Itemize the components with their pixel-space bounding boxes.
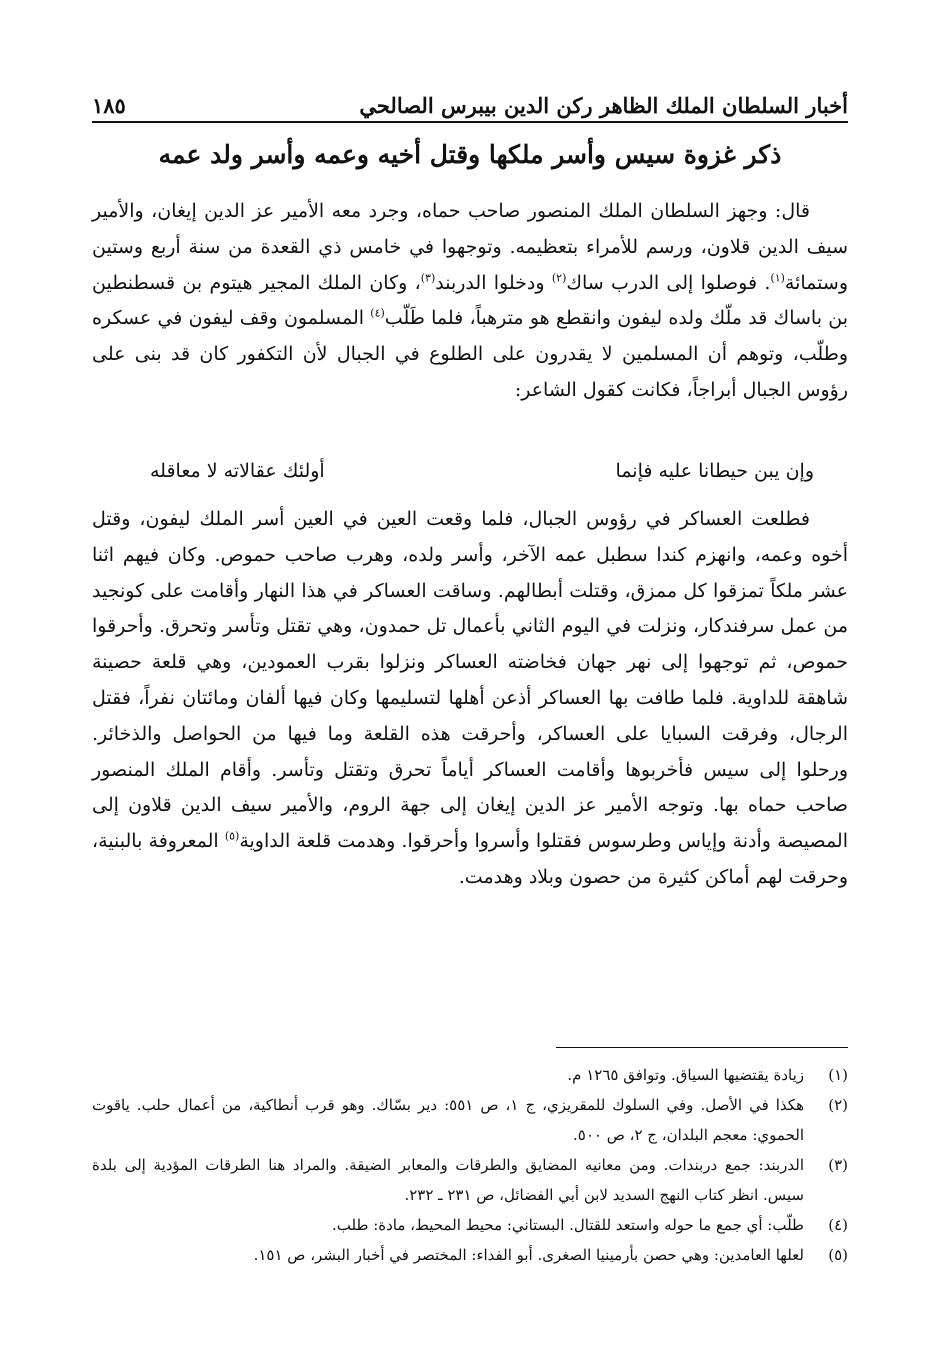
running-header xyxy=(92,78,848,118)
footnote-marker-1[interactable]: (١) xyxy=(770,271,785,285)
footnote-marker-3[interactable]: (٣) xyxy=(420,271,436,285)
paragraph-2 xyxy=(92,502,848,896)
footnote-separator xyxy=(556,1047,848,1048)
paragraph-1 xyxy=(92,194,848,409)
chapter-title: ذكر غزوة سيس وأسر ملكها وقتل أخيه وعمه وأسر ولد عمه xyxy=(158,140,782,169)
footnote-text: طلّب: أي جمع ما حوله واستعد للقتال. البستاني: محيط المحيط، مادة: طلب. xyxy=(332,1216,804,1234)
footnote-1 xyxy=(92,1060,848,1090)
footnote-text: لعلها العامدين: وهي حصن بأرمينيا الصغرى. أبو الفداء: المختصر في أخبار البشر، ص ١٥١. xyxy=(253,1246,804,1264)
footnotes xyxy=(92,1060,848,1270)
footnote-number: (٤) xyxy=(828,1216,848,1234)
paragraph-text: فطلعت العساكر في رؤوس الجبال، فلما وقعت العين في العين أسر الملك ليفون، وقتل أخوه وعمه، وانهزم كندا سطبل عمه الآخر، وأسر ولده، وهرب صاحب حموص. وكان فيهم اثنا عشر ملكاً تمزقوا كل ممزق، وقتلت أبطالهم. وساقت العساكر في هذا النهار وأقامت على كونجيد من عمل سرفندكار، ونزلت في اليوم الثاني بأعمال تل حمدون، وهي تقتل وتأسر وتحرق. وأحرقوا حموص، ثم توجهوا إلى نهر جهان فخاضته العساكر ونزلوا بقرب العمودين، وهي قلعة حصينة شاهقة للداوية. فلما طافت بها العساكر أذعن أهلها لتسليمها وكان فيها ألفان ومائتان نفراً، فقتل الرجال، وفرقت السبايا على العساكر، وأحرقت هذه القلعة وما فيها من الحواصل والذخائر. ورحلوا إلى سيس فأخربوها وأقامت العساكر أياماً تحرق وتقتل وتأسر. وأقام الملك المنصور صاحب حماه بها. وتوجه الأمير عز الدين إيغان إلى جهة الروم، والأمير سيف الدين قلاون إلى المصيصة وأدنة وإياس وطرسوس فقتلوا وأسروا وأحرقوا. وهدمت قلعة الداوية xyxy=(92,508,848,853)
footnote-2 xyxy=(92,1090,848,1150)
running-title: أخبار السلطان الملك الظاهر ركن الدين بيبرس الصالحي xyxy=(359,93,848,118)
footnote-number: (١) xyxy=(828,1066,848,1084)
paragraph-text: المسلمون وقف ليفون في عسكره وطلّب، وتوهم أن المسلمين لا يقدرون على الطلوع في الجبال لأن التكفور كان قد بنى على رؤوس الجبال أبراجاً، فكانت كقول الشاعر: xyxy=(92,307,848,401)
footnote-number: (٥) xyxy=(828,1246,848,1264)
footnote-text: زيادة يقتضيها السياق. وتوافق ١٢٦٥ م. xyxy=(567,1066,804,1084)
paragraph-text: ودخلوا الدربند xyxy=(435,271,552,294)
footnote-text: هكذا في الأصل. وفي السلوك للمقريزي، ج ١، ص ٥٥١: دير بسّاك. وهو قرب أنطاكية، من أعمال حلب. ياقوت الحموي: معجم البلدان، ج ٢، ص ٥٠٠. xyxy=(92,1096,804,1144)
footnote-3 xyxy=(92,1150,848,1210)
verse-second-hemistich: أولئك عقالاته لا معاقله xyxy=(150,460,325,482)
paragraph-text: قال: وجهز السلطان الملك المنصور صاحب حماه، وجرد معه الأمير عز الدين إيغان، والأمير سيف الدين قلاون، ورسم للأمراء بتعظيمه. وتوجهوا في خامس ذي القعدة من سنة أربع وستين وستمائة xyxy=(92,200,848,294)
footnote-marker-4[interactable]: (٤) xyxy=(370,307,385,321)
footnote-5 xyxy=(92,1240,848,1270)
paragraph-text: . فوصلوا إلى الدرب ساك xyxy=(566,271,771,294)
footnote-marker-2[interactable]: (٢) xyxy=(551,271,567,285)
poetry-verse xyxy=(150,460,814,482)
footnote-text: الدربند: جمع دربندات. ومن معانيه المضايق والطرقات والمعابر الضيقة. والمراد هنا الطرقات المؤدية إلى بلدة سيس. انظر كتاب النهج السديد لابن أبي الفضائل، ص ٢٣١ ـ ٢٣٢. xyxy=(92,1156,804,1204)
header-rule xyxy=(92,121,848,123)
paragraph-text: ، وكان الملك المجير هيتوم بن قسطنطين بن باساك قد ملّك ولده ليفون وانقطع هو مترهباً، فلما طَلّب xyxy=(92,271,848,330)
paragraph-text: المعروفة بالبنية، وحرقت لهم أماكن كثيرة من حصون وبلاد وهدمت. xyxy=(92,830,848,888)
footnote-number: (٣) xyxy=(828,1156,848,1174)
page-number: ١٨٥ xyxy=(92,93,126,118)
verse-first-hemistich: وإن يبن حيطانا عليه فإنما xyxy=(615,460,814,482)
footnote-marker-5[interactable]: (٥) xyxy=(224,829,240,843)
footnote-4 xyxy=(92,1210,848,1240)
footnote-number: (٢) xyxy=(828,1096,848,1114)
